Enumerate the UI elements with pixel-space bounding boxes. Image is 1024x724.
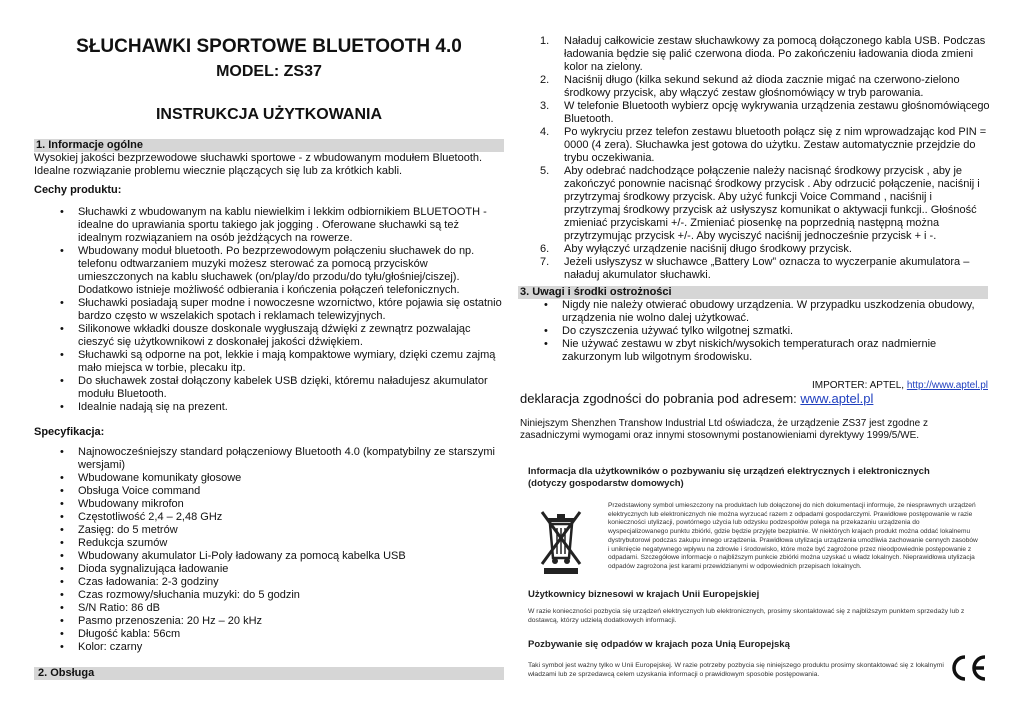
step-text: Naciśnij długo (kilka sekund sekund aż dioda zacznie migać na czerwono-zielono środkowy przycisk, aby włączyć zestaw głośnomówiący w tryb parowania. <box>564 74 960 99</box>
step-number: 3. <box>540 100 550 112</box>
step-item <box>518 256 990 282</box>
spec-item: • Częstotliwość 2,4 – 2,48 GHz <box>34 511 504 524</box>
spec-item: • Pasmo przenoszenia: 20 Hz – 20 kHz <box>34 615 504 628</box>
instruction-heading: INSTRUKCJA UŻYTKOWANIA <box>155 106 383 123</box>
step-number: 4. <box>540 126 550 138</box>
operation-steps <box>518 35 990 282</box>
model-line: MODEL: ZS37 <box>216 63 322 80</box>
step-text: Aby odebrać nadchodzące połączenie należy nacisnąć środkowy przycisk , aby je zakończyć ponownie nacisnąć środkowy przycisk . Aby odrzucić połączenie, naciśnij i przytrzymaj środkowy przycisk. Aby użyć funkcji Voice Command , naciśnij i przytrzymaj środkowy przycisk aż usłyszysz komunikat o aktywacji funkcji.. Głośność zmieniać przyciskami +/-. Zmieniać piosenkę na poprzednią następną można przytrzymując przycisk +/-. Aby wyciszyć naciśnij jednocześnie przycisk + i -. <box>564 165 980 242</box>
feature-item: • Idealnie nadają się na prezent. <box>34 401 504 414</box>
feature-item: • Do słuchawek został dołączony kabelek USB dzięki, któremu naładujesz akumulator modułu Bluetooth. <box>34 375 504 401</box>
spec-item: • Wbudowany mikrofon <box>34 498 504 511</box>
crossed-out-bin-icon <box>536 506 586 576</box>
step-text: Aby wyłączyć urządzenie naciśnij długo środkowy przycisk. <box>564 243 852 255</box>
spec-item: • Najnowocześniejszy standard połączeniowy Bluetooth 4.0 (kompatybilny ze starszymi wersjami) <box>34 446 504 472</box>
weee-body: Przedstawiony symbol umieszczony na produktach lub dołączonej do nich dokumentacji informuje, że niesprawnych urządzeń elektrycznych lub elektronicznych nie można wyrzucać razem z odpadami gospodarczymi. Prawidłowe postępowanie w razie konieczności utylizacji, powtórnego użycia lub odzysku podzespołów polega na przekazaniu urządzenia do wyspecjalizowanego punktu zbiórki, gdzie będzie przyjęte bezpłatnie. W niektórych krajach produkt można oddać lokalnemu dystrybutorowi podczas zakupu innego urządzenia. Prawidłowa utylizacja urządzenia umożliwia zachowanie cennych zasobów i uniknięcie negatywnego wpływu na zdrowie i środowisko, które może być zagrożone przez nieodpowiednie postępowanie z odpadami. Szczegółowe informacje o najbliższym punkcie zbiórki można uzyskać u władz lokalnych. Nieprawidłowa utylizacja odpadów zagrożona jest karami przewidzianymi w odpowiednich przepisach lokalnych. <box>608 502 978 570</box>
spec-item: • Długość kabla: 56cm <box>34 628 504 641</box>
features-list <box>34 206 504 414</box>
step-item <box>518 165 990 243</box>
weee-notice <box>528 466 980 696</box>
ce-mark-icon <box>948 652 988 684</box>
step-item <box>518 100 990 126</box>
step-item <box>518 243 990 256</box>
spec-item: • Redukcja szumów <box>34 537 504 550</box>
conformity-statement: Niniejszym Shenzhen Transhow Industrial Ltd oświadcza, że urządzenie ZS37 jest zgodne z zasadniczymi wymogami oraz innymi stosownymi postanowieniami dyrektywy 1999/5/WE. <box>520 418 928 441</box>
section-1-header: 1. Informacje ogólne <box>34 139 504 152</box>
spec-heading: Specyfikacja: <box>34 426 105 438</box>
declaration-link[interactable]: www.aptel.pl <box>800 391 874 406</box>
declaration-label: deklaracja zgodności do pobrania pod adresem: <box>520 391 801 406</box>
weee-title: Informacja dla użytkowników o pozbywaniu się urządzeń elektrycznych i elektronicznych (dotyczy gospodarstw domowych) <box>528 466 930 489</box>
step-text: Jeżeli usłyszysz w słuchawce „Battery Low” oznacza to wyczerpanie akumulatora – naładuj akumulator słuchawki. <box>564 256 970 281</box>
step-number: 1. <box>540 35 550 47</box>
step-number: 2. <box>540 74 550 86</box>
section-2-header: 2. Obsługa <box>34 667 504 680</box>
spec-item: • Wbudowane komunikaty głosowe <box>34 472 504 485</box>
spec-item: • Czas ładowania: 2-3 godziny <box>34 576 504 589</box>
step-number: 5. <box>540 165 550 177</box>
feature-item: • Wbudowany moduł bluetooth. Po bezprzewodowym połączeniu słuchawek do np. telefonu odtwarzaniem muzyki możesz sterować za pomocą przycisków umieszczonych na kablu słuchawek (on/play/do przodu/do tyłu/głośniej/ciszej). Dodatkowo istnieje możliwość odbierania i kończenia połączeń telefonicznych. <box>34 245 504 297</box>
warnings-list <box>518 299 990 364</box>
spec-item: • Obsługa Voice command <box>34 485 504 498</box>
spec-item: • Zasięg: do 5 metrów <box>34 524 504 537</box>
step-number: 6. <box>540 243 550 255</box>
warning-item: • Nigdy nie należy otwierać obudowy urządzenia. W przypadku uszkodzenia obudowy, urządzenia nie wolno dalej użytkować. <box>518 299 990 325</box>
step-text: W telefonie Bluetooth wybierz opcję wykrywania urządzenia zestawu głośnomówiącego Bluetooth. <box>564 100 990 125</box>
warning-item: • Nie używać zestawu w zbyt niskich/wysokich temperaturach oraz nadmiernie zakurzonym lub wilgotnym środowisku. <box>518 338 990 364</box>
feature-item: • Silikonowe wkładki dousze doskonale wygłuszają dźwięki z zewnątrz pozwalając cieszyć się użytkownikowi z doskonałej jakości dźwiękiem. <box>34 323 504 349</box>
weee-non-eu-title: Pozbywanie się odpadów w krajach poza Unią Europejską <box>528 639 790 650</box>
feature-item: • Słuchawki są odporne na pot, lekkie i mają kompaktowe wymiary, dzięki czemu zajmą mało miejsca w torbie, plecaku itp. <box>34 349 504 375</box>
importer-link[interactable]: http://www.aptel.pl <box>906 380 988 391</box>
spec-list <box>34 446 504 654</box>
spec-item: • Wbudowany akumulator Li-Poly ładowany za pomocą kabelka USB <box>34 550 504 563</box>
warning-item: • Do czyszczenia używać tylko wilgotnej szmatki. <box>518 325 990 338</box>
section-1-text: Wysokiej jakości bezprzewodowe słuchawki sportowe - z wbudowanym modułem Bluetooth. Idealne rozwiązanie problemu wiecznie plączących się lub za krótkich kabli. <box>34 152 483 177</box>
step-text: Po wykryciu przez telefon zestawu bluetooth połącz się z nim wprowadzając kod PIN = 0000 (4 zera). Słuchawka jest gotowa do użytku. Zestaw automatycznie przejdzie do trybu oczekiwania. <box>564 126 987 164</box>
step-number: 7. <box>540 256 550 268</box>
weee-non-eu-body: Taki symbol jest ważny tylko w Unii Europejskej. W razie potrzeby pozbycia się niniejszego produktu prosimy skontaktować się z lokalnymi władzami lub ze sprzedawcą celem uzyskania informacji o prawidłowym sposobie postępowania. <box>528 662 944 678</box>
importer-label: IMPORTER: APTEL, <box>812 380 907 391</box>
doc-title: SŁUCHAWKI SPORTOWE BLUETOOTH 4.0 <box>76 36 462 57</box>
feature-item: • Słuchawki z wbudowanym na kablu niewielkim i lekkim odbiornikiem BLUETOOTH - idealne do uprawiania sportu takiego jak jogging . Oferowane słuchawki są też idealnym rozwiązaniem na osób jeżdżących na rowerze. <box>34 206 504 245</box>
spec-item: • Czas rozmowy/słuchania muzyki: do 5 godzin <box>34 589 504 602</box>
spec-item: • Dioda sygnalizująca ładowanie <box>34 563 504 576</box>
step-item <box>518 74 990 100</box>
step-text: Naładuj całkowicie zestaw słuchawkowy za pomocą dołączonego kabla USB. Podczas ładowania będzie się palić czerwona dioda. Po zakończeniu ładowania dioda zmieni kolor na zielony. <box>564 35 986 73</box>
spec-item: • Kolor: czarny <box>34 641 504 654</box>
step-item <box>518 126 990 165</box>
spec-item: • S/N Ratio: 86 dB <box>34 602 504 615</box>
step-item <box>518 35 990 74</box>
weee-eu-title: Użytkownicy biznesowi w krajach Unii Europejskiej <box>528 589 760 600</box>
weee-eu-body: W razie konieczności pozbycia się urządzeń elektrycznych lub elektronicznych, prosimy skontaktować się z najbliższym punktem sprzedaży lub z dostawcą, którzy udzielą dodatkowych informacji. <box>528 608 965 624</box>
feature-item: • Słuchawki posiadają super modne i nowoczesne wzornictwo, które pojawia się ostatnio bardzo często w wszelakich spotach i reklamach telewizyjnych. <box>34 297 504 323</box>
section-3-header: 3. Uwagi i środki ostrożności <box>518 286 988 299</box>
declaration-line <box>520 391 873 406</box>
features-heading: Cechy produktu: <box>34 184 122 196</box>
